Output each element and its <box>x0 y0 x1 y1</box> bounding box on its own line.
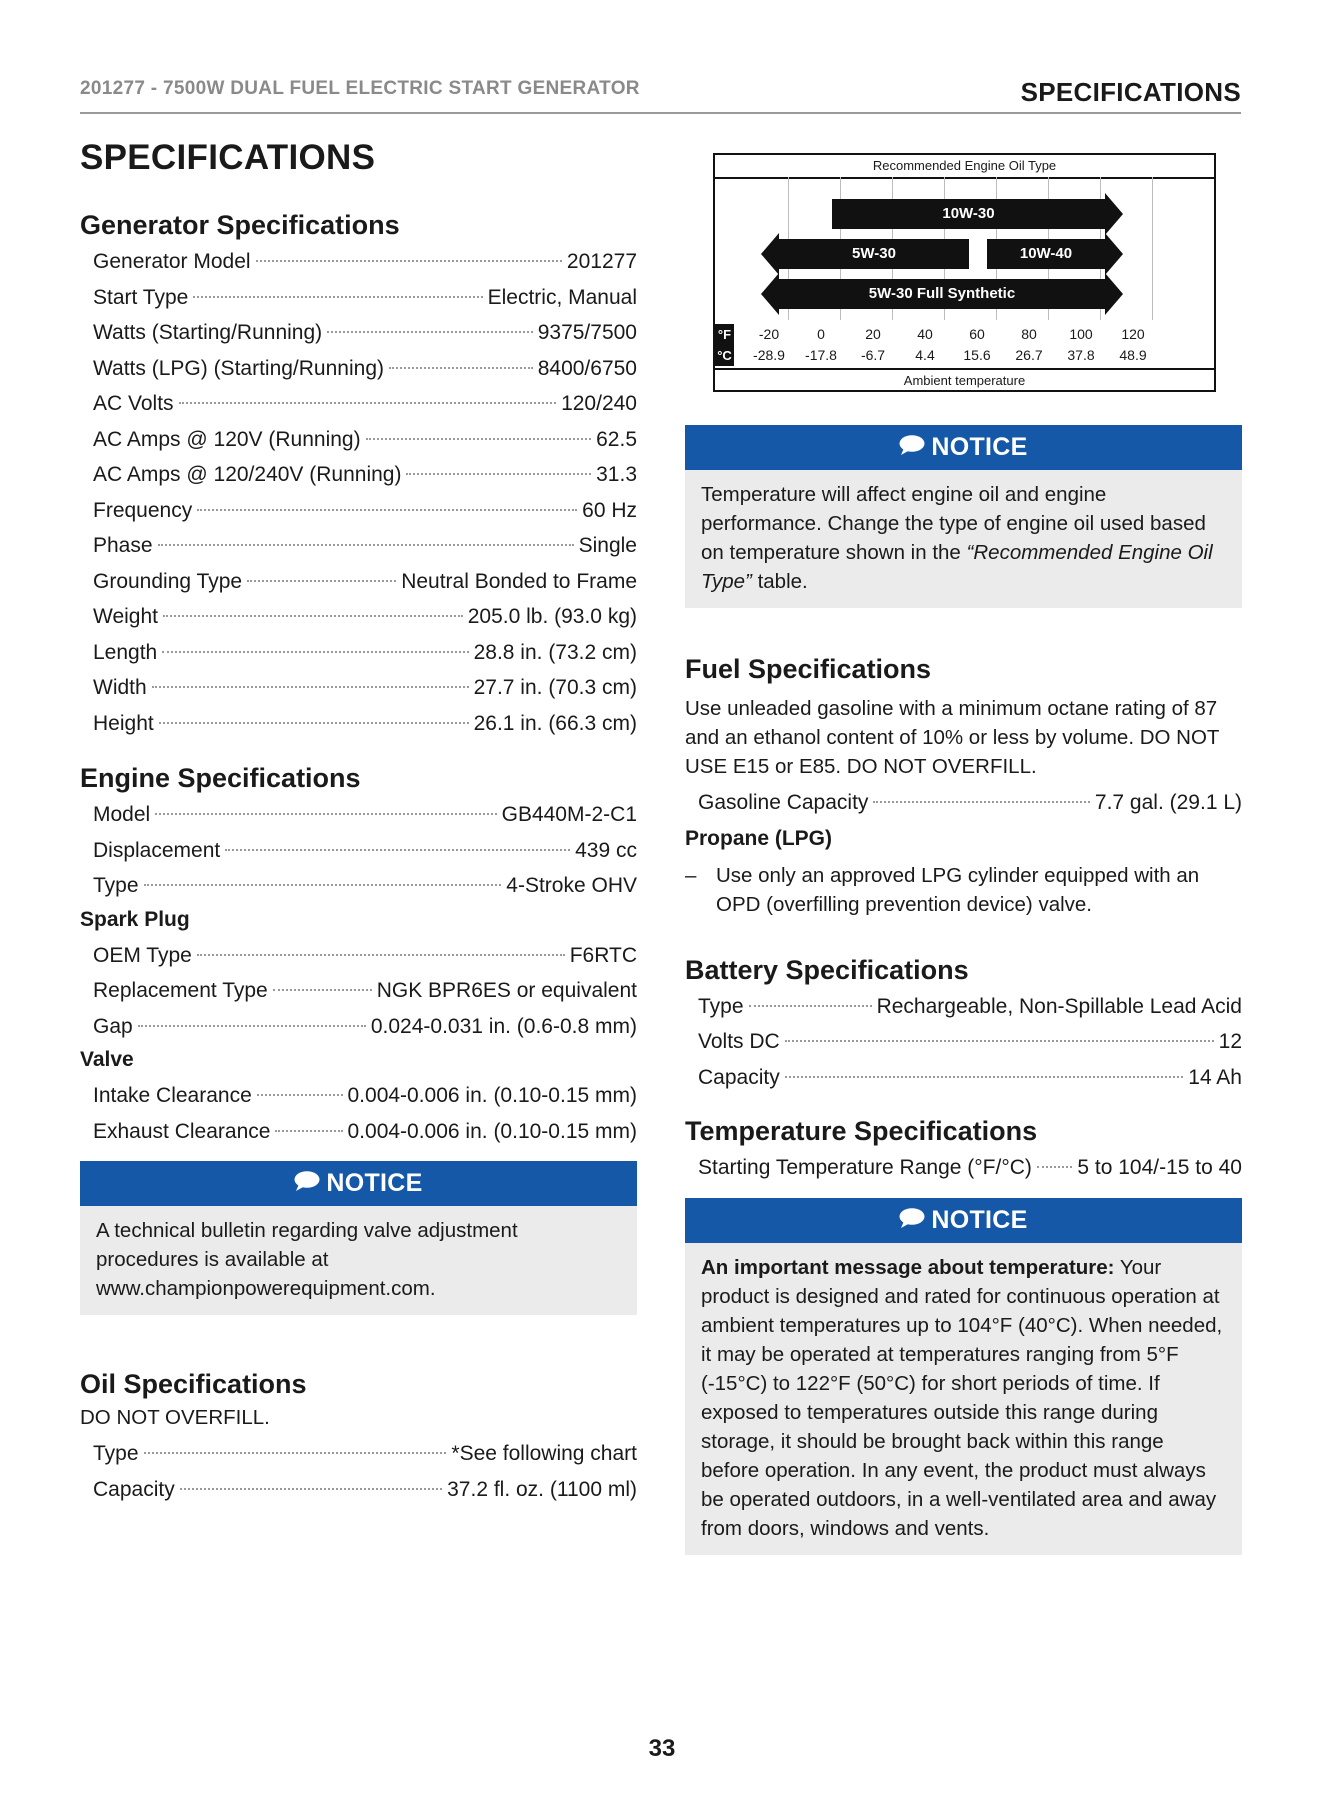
spec-value: 0.024-0.031 in. (0.6-0.8 mm) <box>370 1014 637 1038</box>
dot-leader <box>163 615 463 617</box>
left-column <box>80 130 637 1507</box>
battery-specs-heading: Battery Specifications <box>685 954 969 985</box>
dot-leader <box>180 1488 442 1490</box>
notice-temp-operation-text: An important message about temperature: Your product is designed and rated for continuous operation at ambient temperatures up to 104°F (40°C). When needed, it may be operated at temperatures ranging from 5°F (-15°C) to 122°F (50°C) for short periods of time. If exposed to temperatures outside this range during storage, it should be brought back within this range before operation. In any event, the product must always be operated outdoors, in a well-ventilated area and away from doors, windows and vents. <box>701 1255 1223 1540</box>
temperature-tick-label: 48.9 <box>1119 347 1147 363</box>
spec-label: Volts DC <box>698 1030 780 1053</box>
spec-value: NGK BPR6ES or equivalent <box>376 979 637 1002</box>
spec-row <box>80 973 637 1009</box>
fahrenheit-scale <box>715 324 1214 345</box>
spec-label: Intake Clearance <box>93 1084 252 1107</box>
spec-value: Electric, Manual <box>487 285 637 309</box>
oil-type-chart <box>713 153 1216 392</box>
spec-label: Width <box>93 676 147 699</box>
spec-label: Weight <box>93 605 158 628</box>
oil-range-label: 5W-30 Full Synthetic <box>868 285 1016 302</box>
spec-value: F6RTC <box>569 943 637 967</box>
dot-leader <box>138 1025 366 1027</box>
dot-leader <box>179 402 557 404</box>
dot-leader <box>162 651 468 653</box>
spec-value: 37.2 fl. oz. (1100 ml) <box>447 1477 637 1501</box>
dot-leader <box>1037 1166 1072 1168</box>
spec-row <box>80 868 637 904</box>
oil-chart-title: Recommended Engine Oil Type <box>715 155 1214 179</box>
spec-value: 9375/7500 <box>537 321 637 344</box>
notice-valve-text: A technical bulletin regarding valve adjustment procedures is available at www.championpowerequipment.com. <box>96 1219 518 1300</box>
spec-label: Starting Temperature Range (°F/°C) <box>698 1156 1032 1179</box>
spec-label: OEM Type <box>93 943 192 967</box>
spec-label: Capacity <box>93 1477 175 1501</box>
dot-leader <box>225 849 570 851</box>
spec-value: 62.5 <box>596 427 637 451</box>
notice-temp-operation-title: NOTICE <box>931 1205 1028 1234</box>
spec-row <box>685 1024 1242 1060</box>
spec-row <box>80 422 637 458</box>
temperature-tick-label: 37.8 <box>1067 347 1095 363</box>
spec-value: 120/240 <box>561 392 637 415</box>
spec-value: 7.7 gal. (29.1 L) <box>1094 791 1242 814</box>
spec-value: 12 <box>1218 1030 1242 1053</box>
oil-range-label: 10W-40 <box>1019 245 1073 262</box>
temperature-tick-label: -28.9 <box>753 347 785 363</box>
right-column <box>685 130 1242 1555</box>
spec-value: 27.7 in. (70.3 cm) <box>473 676 637 699</box>
spec-label: AC Amps @ 120/240V (Running) <box>93 463 402 486</box>
dot-leader <box>159 722 469 724</box>
spec-label: Replacement Type <box>93 979 268 1002</box>
spec-label: Watts (LPG) (Starting/Running) <box>93 356 384 380</box>
spec-row <box>80 797 637 833</box>
dot-leader <box>256 260 562 262</box>
dot-leader <box>247 580 396 582</box>
dot-leader <box>158 544 574 546</box>
fuel-specs-heading: Fuel Specifications <box>685 654 932 684</box>
temperature-tick-label: -20 <box>758 326 780 342</box>
spec-label: Type <box>93 1442 139 1465</box>
spec-label: Model <box>93 803 151 826</box>
spec-label: Type <box>93 874 139 897</box>
propane-bullet-text: Use only an approved LPG cylinder equipped with an OPD (overfilling prevention device) valve. <box>716 863 1200 916</box>
notice-valve-box <box>80 1161 637 1315</box>
spec-row <box>80 457 637 493</box>
notice-valve-header <box>80 1161 637 1206</box>
spec-value: Neutral Bonded to Frame <box>401 569 637 593</box>
spec-label: AC Amps @ 120V (Running) <box>93 427 361 451</box>
spec-value: *See following chart <box>451 1442 637 1465</box>
spark-plug-heading: Spark Plug <box>80 907 190 931</box>
spec-row <box>80 599 637 635</box>
spec-value: Rechargeable, Non-Spillable Lead Acid <box>876 994 1242 1018</box>
spec-label: AC Volts <box>93 392 174 415</box>
oil-spec-list <box>80 1436 637 1507</box>
temperature-tick-label: 120 <box>1121 326 1145 342</box>
page-title: SPECIFICATIONS <box>80 138 376 177</box>
spec-label: Capacity <box>698 1065 780 1089</box>
spec-label: Exhaust Clearance <box>93 1119 271 1143</box>
unit-label: °C <box>715 345 734 366</box>
spec-row <box>80 938 637 974</box>
temperature-tick-label: -17.8 <box>805 347 837 363</box>
temperature-tick-label: 4.4 <box>915 347 935 363</box>
notice-oil-temp-title: NOTICE <box>931 433 1028 461</box>
header-divider <box>80 112 1241 114</box>
dot-leader <box>193 296 482 298</box>
generator-spec-list <box>80 244 637 741</box>
spec-label: Generator Model <box>93 250 251 273</box>
oil-range-label: 5W-30 <box>852 245 896 262</box>
spec-row <box>80 706 637 742</box>
spec-row <box>80 833 637 869</box>
spec-value: 5 to 104/-15 to 40 <box>1077 1156 1242 1179</box>
page-number: 33 <box>648 1735 676 1762</box>
generator-specs-heading: Generator Specifications <box>80 210 400 240</box>
dot-leader <box>749 1005 872 1007</box>
dot-leader <box>785 1076 1184 1078</box>
spec-label: Watts (Starting/Running) <box>93 321 323 344</box>
dot-leader <box>389 367 533 369</box>
spec-value: 0.004-0.006 in. (0.10-0.15 mm) <box>347 1084 637 1107</box>
dot-leader <box>873 801 1089 803</box>
notice-temp-operation-header <box>685 1198 1242 1243</box>
spec-row <box>80 244 637 280</box>
spec-label: Height <box>93 711 154 735</box>
chart-gridline <box>1152 177 1153 320</box>
spec-row <box>80 351 637 387</box>
temperature-tick-label: 80 <box>1021 326 1037 342</box>
engine-spec-list <box>80 797 637 904</box>
spark-plug-spec-list <box>80 938 637 1045</box>
spec-row <box>685 1150 1242 1186</box>
notice-oil-temp-text: Temperature will affect engine oil and engine performance. Change the type of engine oil used based on temperature shown in the “Recommended Engine Oil Type” table. <box>701 483 1213 593</box>
temperature-tick-label: 40 <box>917 326 933 342</box>
spec-row <box>80 315 637 351</box>
temperature-tick-label: 26.7 <box>1015 347 1043 363</box>
spec-label: Start Type <box>93 285 189 309</box>
spec-label: Type <box>698 994 744 1018</box>
speech-bubble-icon <box>294 1169 326 1198</box>
dot-leader <box>327 331 533 333</box>
spec-row <box>80 564 637 600</box>
fuel-intro-text: Use unleaded gasoline with a minimum octane rating of 87 and an ethanol content of 10% or less by volume. DO NOT USE E15 or E85. DO NOT OVERFILL. <box>685 697 1220 778</box>
spec-row <box>80 635 637 671</box>
speech-bubble-icon <box>899 433 931 462</box>
spec-row <box>80 1472 637 1508</box>
propane-heading: Propane (LPG) <box>685 826 833 850</box>
notice-valve-title: NOTICE <box>326 1169 423 1197</box>
temperature-tick-label: 60 <box>969 326 985 342</box>
engine-specs-heading: Engine Specifications <box>80 763 361 793</box>
spec-row <box>685 989 1242 1025</box>
temperature-spec-list <box>685 1150 1242 1186</box>
spec-value: 439 cc <box>575 838 637 862</box>
oil-specs-heading: Oil Specifications <box>80 1369 307 1399</box>
spec-row <box>80 670 637 706</box>
temperature-tick-label: -6.7 <box>860 347 886 363</box>
spec-row <box>80 493 637 529</box>
unit-label: °F <box>715 324 734 345</box>
spec-label: Grounding Type <box>93 569 243 593</box>
spec-value: 26.1 in. (66.3 cm) <box>473 711 637 735</box>
temperature-tick-label: 20 <box>865 326 881 342</box>
spec-row <box>80 1078 637 1114</box>
dot-leader <box>197 954 565 956</box>
notice-oil-temp-box <box>685 425 1242 608</box>
notice-oil-temp-header <box>685 425 1242 470</box>
spec-value: 14 Ah <box>1188 1065 1242 1089</box>
fuel-spec-list <box>685 785 1242 821</box>
oil-overfill-note: DO NOT OVERFILL. <box>80 1406 270 1429</box>
spec-value: 4-Stroke OHV <box>506 874 637 897</box>
spec-row <box>80 280 637 316</box>
spec-label: Length <box>93 640 158 664</box>
spec-label: Gasoline Capacity <box>698 791 869 814</box>
spec-label: Frequency <box>93 498 193 522</box>
dot-leader <box>275 1130 342 1132</box>
dot-leader <box>144 1452 447 1454</box>
celsius-scale <box>715 345 1214 366</box>
valve-heading: Valve <box>80 1048 134 1071</box>
spec-row <box>80 528 637 564</box>
spec-row <box>80 1009 637 1045</box>
spec-row <box>685 785 1242 821</box>
dot-leader <box>152 686 469 688</box>
oil-range-label: 10W-30 <box>942 205 995 222</box>
spec-row <box>80 1114 637 1150</box>
dot-leader <box>197 509 577 511</box>
spec-value: 201277 <box>566 250 637 273</box>
dot-leader <box>257 1094 343 1096</box>
bullet-dash: – <box>685 863 697 887</box>
battery-spec-list <box>685 989 1242 1096</box>
spec-value: 0.004-0.006 in. (0.10-0.15 mm) <box>347 1119 637 1143</box>
document-header-title: 201277 - 7500W DUAL FUEL ELECTRIC START GENERATOR <box>80 78 640 99</box>
spec-row <box>685 1060 1242 1096</box>
notice-temp-operation-box <box>685 1198 1242 1555</box>
propane-bullet <box>685 861 1242 919</box>
speech-bubble-icon <box>899 1206 931 1235</box>
section-header-title: SPECIFICATIONS <box>1020 77 1241 107</box>
dot-leader <box>406 473 591 475</box>
spec-value: Single <box>578 534 637 557</box>
spec-value: 28.8 in. (73.2 cm) <box>473 640 637 664</box>
oil-chart-footer: Ambient temperature <box>715 368 1214 392</box>
temperature-specs-heading: Temperature Specifications <box>685 1116 1038 1146</box>
dot-leader <box>144 884 502 886</box>
dot-leader <box>155 813 496 815</box>
temperature-tick-label: 15.6 <box>963 347 991 363</box>
dot-leader <box>366 438 592 440</box>
temperature-tick-label: 0 <box>817 326 825 342</box>
dot-leader <box>273 989 372 991</box>
spec-label: Displacement <box>93 838 221 862</box>
spec-label: Gap <box>93 1014 133 1038</box>
dot-leader <box>785 1040 1214 1042</box>
spec-value: 31.3 <box>596 463 637 486</box>
spec-value: 205.0 lb. (93.0 kg) <box>467 605 637 628</box>
valve-spec-list <box>80 1078 637 1149</box>
spec-value: 8400/6750 <box>537 356 637 380</box>
spec-row <box>80 1436 637 1472</box>
spec-label: Phase <box>93 534 153 557</box>
temperature-tick-label: 100 <box>1069 326 1093 342</box>
spec-value: 60 Hz <box>582 498 637 522</box>
spec-value: GB440M-2-C1 <box>501 803 637 826</box>
spec-row <box>80 386 637 422</box>
